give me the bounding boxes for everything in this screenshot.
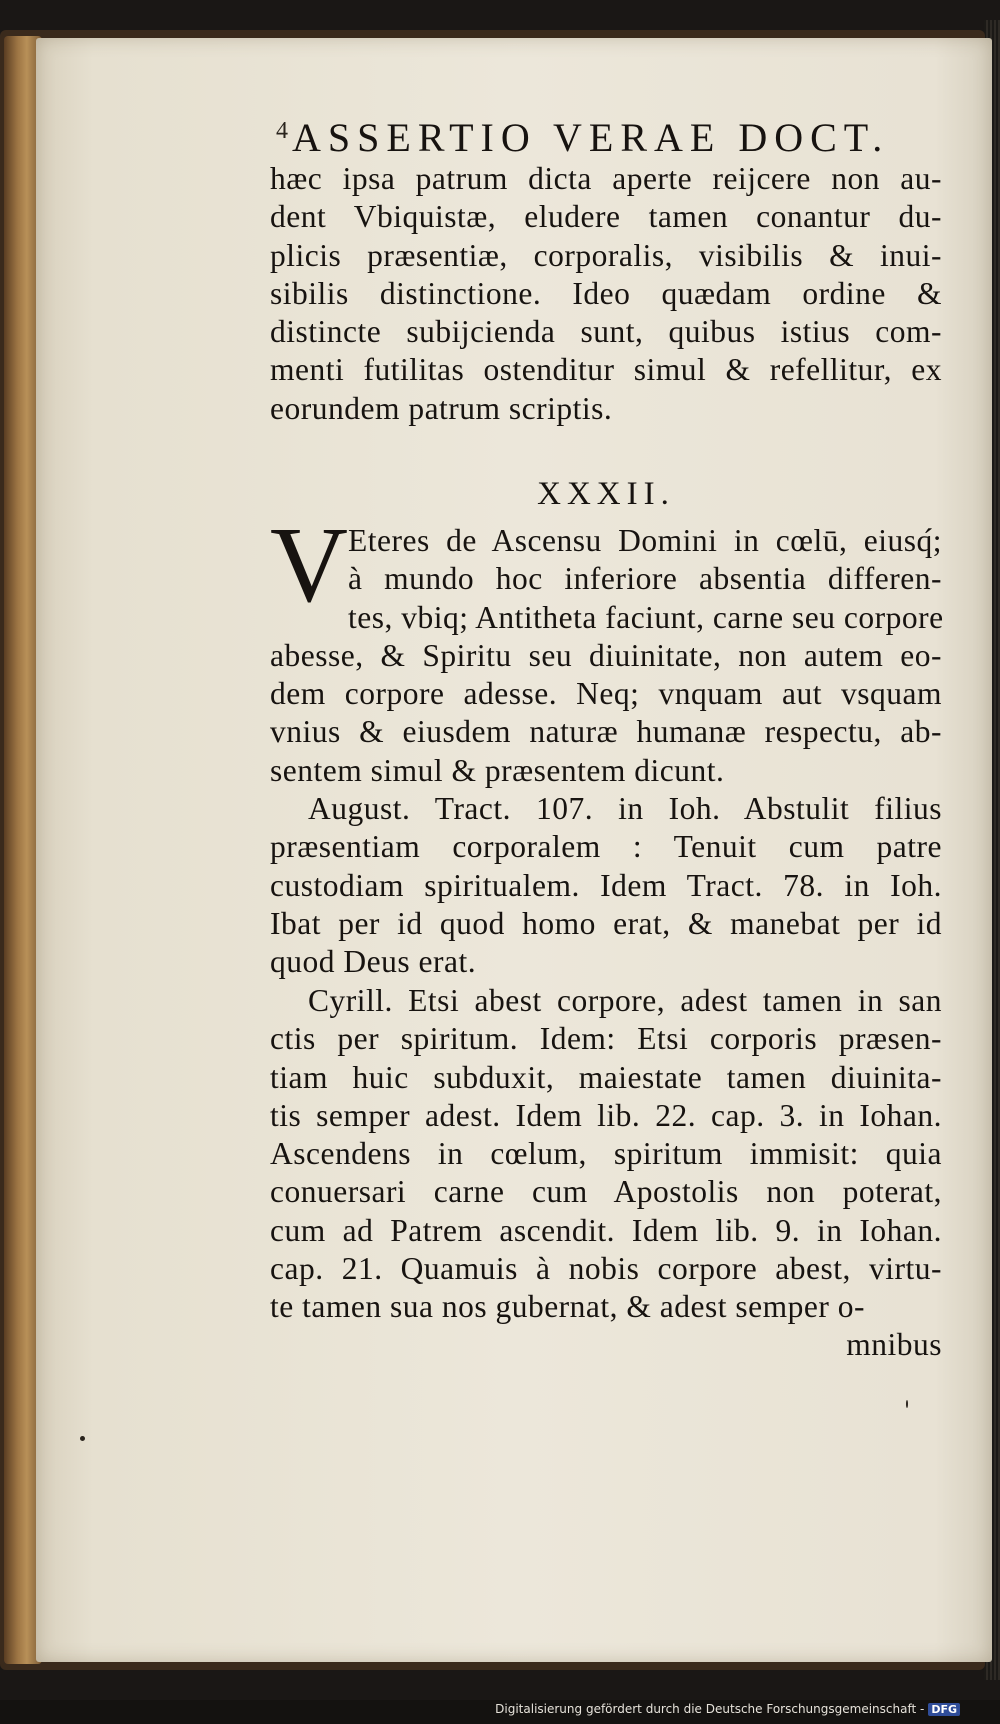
text-line: ctis per spiritum. Idem: Etsi corporis præsen- [270, 1021, 942, 1057]
text-line: tiam huic subduxit, maiestate tamen diuinita- [270, 1059, 942, 1095]
text-line: à mundo hoc inferiore absentia differen- [348, 561, 942, 597]
section-paragraph-1 [270, 522, 942, 790]
text-line: præsentiam corporalem : Tenuit cum patre [270, 829, 942, 865]
text-line: Ascendens in cœlum, spiritum immisit: quia [270, 1136, 942, 1172]
section-number: XXXII. [537, 476, 675, 512]
text-line: tes, vbiq; Antitheta faciunt, carne seu corpore [348, 599, 944, 635]
text-line: Ibat per id quod homo erat, & manebat per id [270, 905, 942, 941]
catchword: mnibus [846, 1327, 942, 1362]
text-line: custodiam spiritualem. Idem Tract. 78. in Ioh. [270, 867, 942, 903]
text-line: plicis præsentiæ, corporalis, visibilis & inui- [270, 237, 942, 273]
text-line: dent Vbiquistæ, eludere tamen conantur du- [270, 199, 942, 235]
ink-speck [80, 1436, 85, 1441]
drop-initial: V [270, 506, 348, 625]
footer-credit [495, 1702, 960, 1716]
dfg-logo: DFG [928, 1703, 960, 1716]
text-line: sentem simul & præsentem dicunt. [270, 752, 725, 788]
running-head: ASSERTIO VERAE DOCT. [292, 115, 890, 160]
catchword-line [270, 1326, 942, 1364]
text-line: conuersari carne cum Apostolis non poterat, [270, 1174, 942, 1210]
text-line: quod Deus erat. [270, 944, 477, 980]
text-line: August. Tract. 107. in Ioh. Abstulit filius [308, 791, 942, 826]
section-paragraph-2 [270, 790, 942, 981]
text-line: menti futilitas ostenditur simul & refellitur, ex [270, 352, 942, 388]
text-line: eorundem patrum scriptis. [270, 390, 613, 426]
text-line: te tamen sua nos gubernat, & adest semper o- [270, 1289, 865, 1325]
text-line: tis semper adest. Idem lib. 22. cap. 3. in Iohan. [270, 1097, 942, 1133]
text-line: Cyrill. Etsi abest corpore, adest tamen in san [308, 983, 942, 1018]
text-line: Eteres de Ascensu Domini in cœlū, eiusq́; [348, 523, 942, 558]
text-line: cap. 21. Quamuis à nobis corpore abest, virtu- [270, 1251, 942, 1287]
footer-credit-text: Digitalisierung gefördert durch die Deutsche Forschungsgemeinschaft - [495, 1702, 925, 1716]
text-line: distincte subijcienda sunt, quibus istius com- [270, 314, 942, 350]
text-line: vnius & eiusdem naturæ humanæ respectu, ab- [270, 714, 942, 750]
text-line: sibilis distinctione. Ideo quædam ordine & [270, 275, 942, 311]
text-line: dem corpore adesse. Neq; vnquam aut vsquam [270, 676, 942, 712]
text-line: hæc ipsa patrum dicta aperte reijcere non au- [270, 161, 942, 196]
text-line: abesse, & Spiritu seu diuinitate, non autem eo- [270, 637, 942, 673]
page-number: 4 [276, 118, 288, 144]
ink-speck [906, 1400, 908, 1408]
text-line: cum ad Patrem ascendit. Idem lib. 9. in Iohan. [270, 1212, 942, 1248]
section-paragraph-3 [270, 982, 942, 1327]
top-paragraph [270, 160, 942, 428]
